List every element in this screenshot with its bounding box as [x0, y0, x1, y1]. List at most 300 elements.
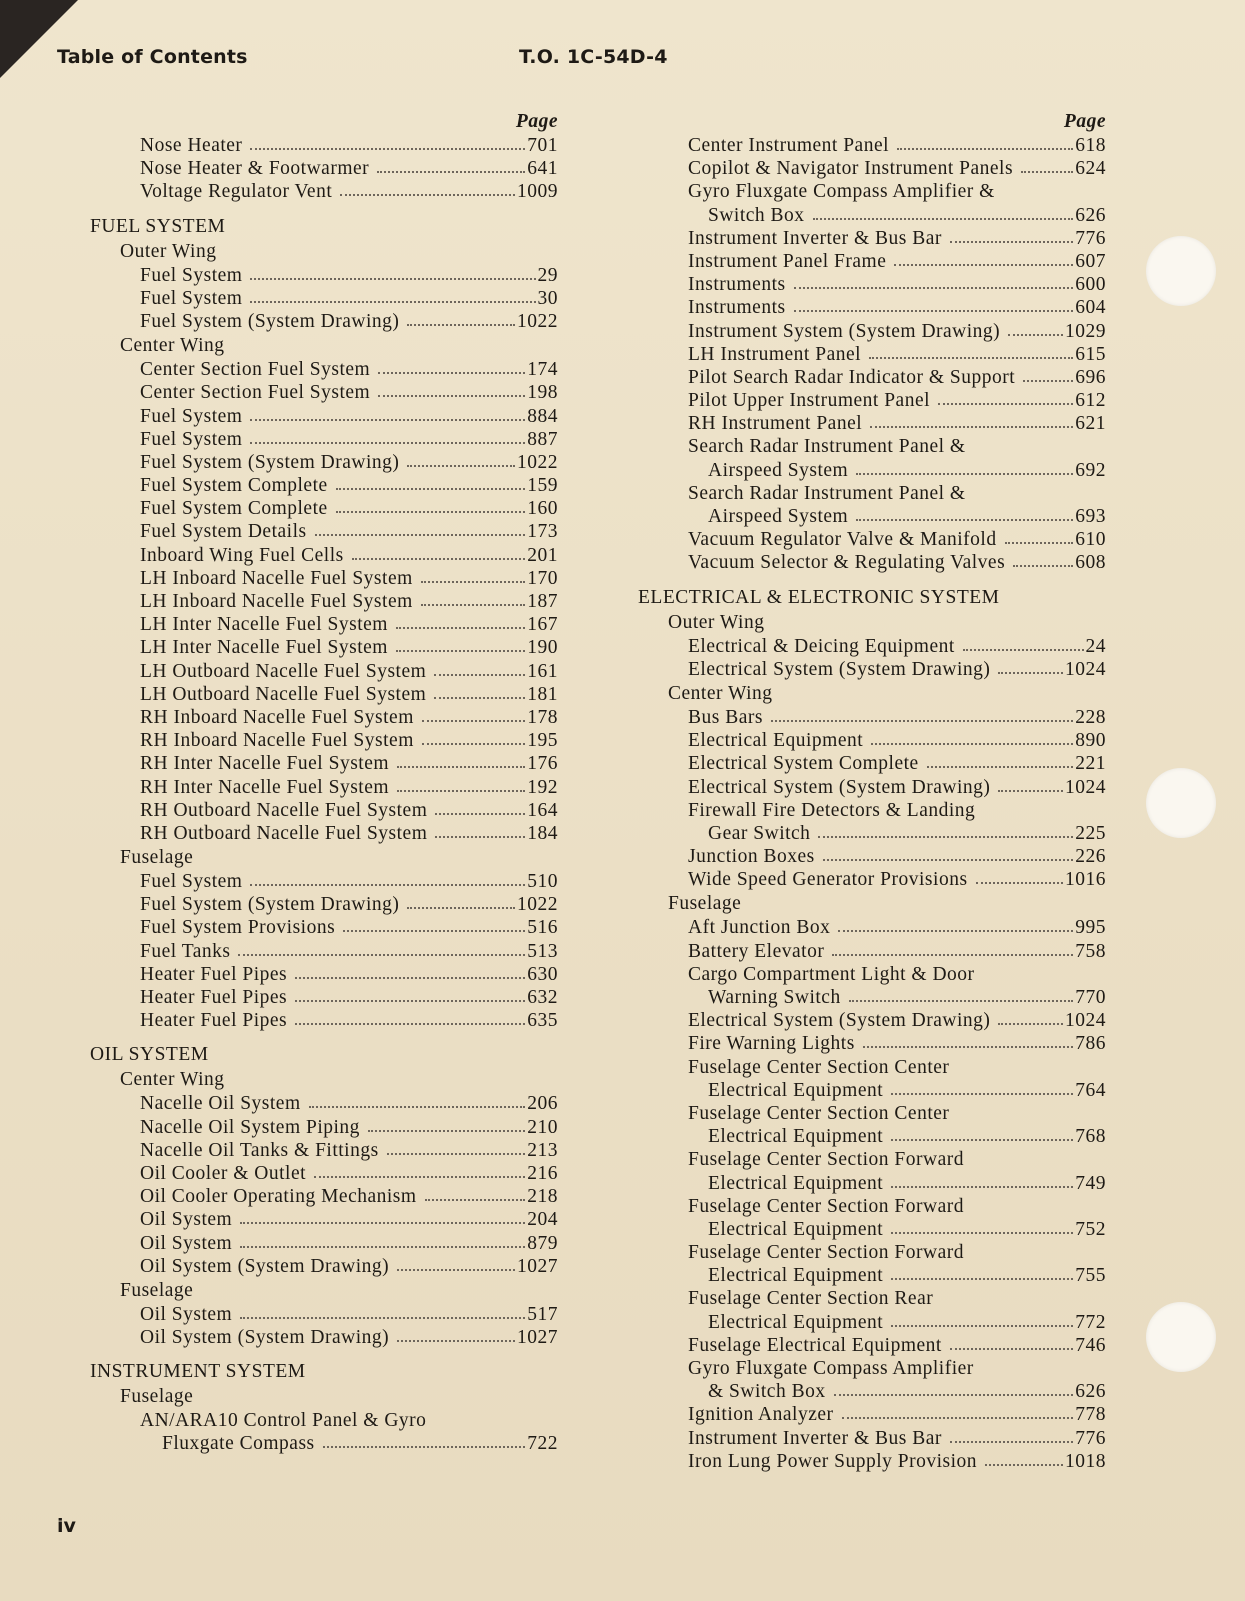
toc-page-number: 164 [527, 799, 558, 821]
toc-page-number: 176 [527, 753, 558, 775]
toc-entry-title: Gyro Fluxgate Compass Amplifier [688, 1358, 974, 1379]
leader-dots [323, 1440, 526, 1448]
toc-entry-title: RH Instrument Panel [688, 413, 863, 435]
toc-page-number: 879 [527, 1232, 558, 1254]
toc-entry [90, 963, 558, 986]
toc-page-number: 167 [527, 614, 558, 636]
binder-hole [1146, 236, 1216, 306]
binder-hole [1146, 1302, 1216, 1372]
toc-entry-title-continued: Warning Switch [708, 987, 841, 1008]
toc-entry [638, 250, 1106, 273]
toc-entry [638, 1334, 1106, 1357]
toc-entry-title: Fuel System [140, 428, 243, 450]
toc-entry-title: Heater Fuel Pipes [140, 963, 288, 985]
toc-entry [638, 320, 1106, 343]
toc-page-number: 206 [527, 1093, 558, 1115]
leader-dots [397, 1334, 515, 1342]
leader-dots [998, 1017, 1063, 1025]
leader-dots [425, 1193, 526, 1201]
toc-entry [90, 497, 558, 520]
toc-page-number: 198 [527, 382, 558, 404]
leader-dots [891, 1272, 1073, 1280]
toc-page-number: 1016 [1065, 869, 1106, 891]
toc-entry-line [638, 435, 1106, 458]
right-toc-column [638, 110, 1106, 1473]
toc-entry-title: Fuel System (System Drawing) [140, 451, 400, 473]
toc-page-number: 161 [527, 660, 558, 682]
toc-page-number: 630 [527, 963, 558, 985]
toc-entry-line [638, 1056, 1106, 1079]
leader-dots [813, 212, 1074, 220]
toc-entry [638, 1450, 1106, 1473]
leader-dots [834, 1388, 1074, 1396]
toc-entry [90, 180, 558, 203]
leader-dots [998, 784, 1063, 792]
toc-entry [638, 204, 1106, 227]
toc-page-number: 604 [1075, 297, 1106, 319]
toc-page-number: 160 [527, 498, 558, 520]
toc-entry-title-continued: Electrical Equipment [708, 1218, 884, 1240]
leader-dots [422, 714, 525, 722]
toc-entry-line [90, 1409, 558, 1432]
toc-page-number: 626 [1075, 1381, 1106, 1403]
toc-entry-title: Electrical System Complete [688, 753, 919, 775]
toc-entry-title: Fuselage Center Section Forward [688, 1242, 964, 1264]
toc-page-number: 1029 [1065, 320, 1106, 342]
subheading-outer-wing: Outer Wing [668, 611, 765, 633]
toc-entry [638, 635, 1106, 658]
toc-page-number: 517 [527, 1303, 558, 1325]
leader-dots [250, 295, 535, 303]
toc-entry-title: Fuel System (System Drawing) [140, 894, 400, 916]
toc-entry [90, 358, 558, 381]
toc-entry-title: Fire Warning Lights [688, 1033, 855, 1055]
toc-entry-title-continued: Airspeed System [708, 459, 849, 481]
toc-entry-title: Fuel System Details [140, 521, 307, 543]
leader-dots [838, 924, 1073, 932]
toc-entry-title: Electrical System (System Drawing) [688, 1010, 991, 1032]
subheading-fuselage: Fuselage [120, 847, 194, 869]
toc-entry [638, 658, 1106, 681]
toc-entry-title: Instrument Panel Frame [688, 250, 887, 272]
toc-entry-title: Fuel Tanks [140, 940, 231, 962]
toc-page-number: 1024 [1065, 776, 1106, 798]
toc-entry-title: AN/ARA10 Control Panel & Gyro [140, 1410, 427, 1432]
toc-entry [90, 451, 558, 474]
toc-page-number: 225 [1075, 822, 1106, 844]
toc-entry [90, 1162, 558, 1185]
toc-page-number: 1018 [1065, 1450, 1106, 1472]
toc-entry-title-continued: Electrical Equipment [708, 1311, 884, 1333]
toc-page-number: 187 [527, 591, 558, 612]
toc-page-number: 615 [1075, 343, 1106, 365]
toc-entry [638, 459, 1106, 482]
toc-entry [90, 660, 558, 683]
toc-page-number: 632 [527, 987, 558, 1008]
toc-page-number: 696 [1075, 366, 1106, 388]
toc-entry-title: Fuselage Center Section Forward [688, 1195, 964, 1217]
leader-dots [998, 666, 1063, 674]
toc-entry-title: Oil System [140, 1209, 233, 1231]
toc-page-number: 772 [1075, 1311, 1106, 1333]
leader-dots [250, 142, 525, 150]
toc-entry [90, 1116, 558, 1139]
leader-dots [250, 272, 535, 280]
leader-dots [378, 366, 525, 374]
toc-entry [638, 366, 1106, 389]
toc-entry-title: Fuselage Electrical Equipment [688, 1334, 942, 1356]
toc-page-number: 621 [1075, 413, 1106, 435]
toc-entry-title-continued: Electrical Equipment [708, 1079, 884, 1101]
leader-dots [240, 1240, 525, 1248]
leader-dots [927, 760, 1074, 768]
toc-page-number: 228 [1075, 706, 1106, 728]
toc-page-number: 612 [1075, 390, 1106, 412]
toc-entry [638, 1264, 1106, 1287]
toc-entry-title: RH Inter Nacelle Fuel System [140, 776, 390, 798]
leader-dots [340, 188, 515, 196]
toc-entry [90, 799, 558, 822]
toc-entry-title: Electrical System (System Drawing) [688, 776, 991, 798]
toc-entry [90, 729, 558, 752]
toc-page-number: 181 [527, 683, 558, 705]
leader-dots [1013, 559, 1073, 567]
toc-entry-title: Fuselage Center Section Center [688, 1102, 950, 1124]
subheading-fuselage: Fuselage [668, 893, 742, 915]
toc-entry-title: Fuselage Center Section Rear [688, 1288, 934, 1310]
toc-entry [90, 893, 558, 916]
toc-entry-title: Heater Fuel Pipes [140, 987, 288, 1008]
toc-entry-title: Search Radar Instrument Panel & [688, 436, 966, 458]
leader-dots [250, 413, 525, 421]
toc-entry-title: Center Instrument Panel [688, 135, 890, 156]
leader-dots [336, 505, 526, 513]
toc-page-number: 995 [1075, 917, 1106, 939]
toc-entry-title-continued: Electrical Equipment [708, 1126, 884, 1148]
toc-entry [90, 567, 558, 590]
toc-page-number: 173 [527, 521, 558, 543]
toc-entry-title: Aft Junction Box [688, 917, 831, 939]
toc-entry [638, 752, 1106, 775]
leader-dots [950, 1435, 1073, 1443]
toc-entry-title: LH Instrument Panel [688, 343, 862, 365]
leader-dots [856, 513, 1073, 521]
document-number: T.O. 1C-54D-4 [519, 46, 668, 68]
toc-entry [638, 227, 1106, 250]
toc-entry-title-continued: Switch Box [708, 204, 805, 226]
toc-page-number: 776 [1075, 227, 1106, 249]
toc-entry [90, 916, 558, 939]
toc-entry [638, 1032, 1106, 1055]
toc-entry-title: Oil System (System Drawing) [140, 1327, 390, 1349]
toc-entry-title: Electrical System (System Drawing) [688, 658, 991, 680]
leader-dots [856, 467, 1073, 475]
leader-dots [240, 1216, 525, 1224]
leader-dots [818, 830, 1073, 838]
toc-page-number: 1022 [517, 451, 558, 473]
leader-dots [950, 235, 1073, 243]
toc-entry [90, 157, 558, 180]
section-heading-electrical-system: ELECTRICAL & ELECTRONIC SYSTEM [638, 586, 1000, 608]
toc-page-number: 610 [1075, 529, 1106, 551]
leader-dots [295, 994, 525, 1002]
toc-entry-title: Fuel System [140, 405, 243, 427]
toc-entry [90, 134, 558, 157]
toc-page-number: 159 [527, 475, 558, 497]
toc-entry [638, 916, 1106, 939]
toc-entry-title: Nacelle Oil System [140, 1093, 301, 1115]
toc-entry-title: Heater Fuel Pipes [140, 1010, 288, 1032]
toc-page-number: 1024 [1065, 1010, 1106, 1032]
leader-dots [250, 436, 525, 444]
toc-page-number: 778 [1075, 1404, 1106, 1426]
toc-entry-line [638, 1241, 1106, 1264]
toc-entry-title: Instruments [688, 274, 786, 296]
toc-entry [90, 683, 558, 706]
toc-entry [90, 613, 558, 636]
toc-page-number: 218 [527, 1186, 558, 1208]
toc-entry-line [638, 482, 1106, 505]
toc-page-number: 641 [527, 158, 558, 180]
leader-dots [871, 737, 1073, 745]
toc-entry [90, 752, 558, 775]
leader-dots [295, 971, 525, 979]
toc-entry [638, 1079, 1106, 1102]
toc-entry-title: Junction Boxes [688, 846, 815, 868]
toc-page-number: 190 [527, 637, 558, 659]
toc-entry-title: Vacuum Regulator Valve & Manifold [688, 529, 997, 551]
toc-entry [638, 822, 1106, 845]
leader-dots [421, 598, 525, 606]
toc-page-number: 516 [527, 917, 558, 939]
toc-entry-title: Inboard Wing Fuel Cells [140, 544, 344, 566]
toc-page-number: 776 [1075, 1427, 1106, 1449]
toc-page-number: 216 [527, 1162, 558, 1184]
toc-entry-title: Iron Lung Power Supply Provision [688, 1450, 977, 1472]
toc-entry [90, 428, 558, 451]
toc-entry-title: Cargo Compartment Light & Door [688, 963, 975, 985]
leader-dots [422, 737, 525, 745]
toc-page-number: 226 [1075, 846, 1106, 868]
toc-entry [90, 264, 558, 287]
toc-entry-title: Instrument System (System Drawing) [688, 320, 1001, 342]
toc-entry [638, 273, 1106, 296]
toc-entry-title: Instrument Inverter & Bus Bar [688, 227, 942, 249]
toc-page-number: 174 [527, 359, 558, 381]
toc-page-number: 626 [1075, 204, 1106, 226]
leader-dots [343, 924, 525, 932]
toc-entry [90, 636, 558, 659]
toc-entry-line [638, 1287, 1106, 1310]
toc-entry [638, 1125, 1106, 1148]
toc-entry-title: Oil System (System Drawing) [140, 1255, 390, 1277]
toc-entry-title: RH Inboard Nacelle Fuel System [140, 706, 414, 728]
toc-entry-title: Oil System [140, 1303, 233, 1325]
toc-entry-title: Bus Bars [688, 706, 763, 728]
toc-entry-title: Fuselage Center Section Center [688, 1056, 950, 1078]
leader-dots [295, 1017, 525, 1025]
leader-dots [397, 760, 525, 768]
toc-entry-line [638, 1102, 1106, 1125]
toc-entry-line [638, 963, 1106, 986]
toc-entry-title-continued: Fluxgate Compass [162, 1433, 315, 1455]
toc-entry [90, 986, 558, 1009]
page-column-label: Page [515, 111, 558, 132]
toc-entry-title: RH Inter Nacelle Fuel System [140, 753, 390, 775]
toc-entry-title: LH Inboard Nacelle Fuel System [140, 591, 413, 612]
leader-dots [352, 552, 526, 560]
toc-entry [90, 1208, 558, 1231]
toc-entry [90, 287, 558, 310]
section-heading-instrument-system: INSTRUMENT SYSTEM [90, 1361, 306, 1383]
leader-dots [396, 644, 525, 652]
left-toc-column [90, 110, 558, 1456]
leader-dots [240, 1311, 525, 1319]
toc-entry-title: Pilot Upper Instrument Panel [688, 390, 931, 412]
toc-page-number: 178 [527, 706, 558, 728]
toc-entry-title: Fuel System Complete [140, 498, 328, 520]
toc-page-number: 1022 [517, 894, 558, 916]
toc-entry-title: Fuel System [140, 871, 243, 893]
toc-page-number: 764 [1075, 1079, 1106, 1101]
leader-dots [794, 304, 1074, 312]
toc-entry [638, 1403, 1106, 1426]
toc-entry [90, 1232, 558, 1255]
toc-entry [638, 1172, 1106, 1195]
toc-page-number: 608 [1075, 552, 1106, 574]
toc-page-number: 1024 [1065, 658, 1106, 680]
leader-dots [976, 876, 1063, 884]
leader-dots [863, 1040, 1073, 1048]
leader-dots [407, 459, 515, 467]
leader-dots [1023, 374, 1073, 382]
toc-entry [90, 1139, 558, 1162]
toc-entry-title: Nacelle Oil Tanks & Fittings [140, 1139, 379, 1161]
toc-entry-title: Nose Heater & Footwarmer [140, 158, 370, 180]
toc-entry-title-continued: Gear Switch [708, 822, 811, 844]
leader-dots [314, 1170, 525, 1178]
leader-dots [771, 714, 1073, 722]
toc-page-number: 770 [1075, 987, 1106, 1008]
running-header-title: Table of Contents [57, 46, 248, 68]
subheading-center-wing: Center Wing [668, 682, 773, 704]
toc-page-number: 192 [527, 776, 558, 798]
toc-entry [90, 1092, 558, 1115]
leader-dots [434, 668, 525, 676]
toc-page-number: 752 [1075, 1218, 1106, 1240]
toc-entry-title-continued: Electrical Equipment [708, 1172, 884, 1194]
leader-dots [794, 281, 1074, 289]
toc-page-number: 693 [1075, 506, 1106, 527]
subheading-center-wing: Center Wing [120, 335, 225, 357]
toc-entry-title: RH Outboard Nacelle Fuel System [140, 822, 428, 844]
toc-entry [90, 1432, 558, 1455]
leader-dots [435, 830, 525, 838]
toc-entry-title: Search Radar Instrument Panel & [688, 482, 966, 504]
toc-entry-title: LH Inter Nacelle Fuel System [140, 614, 388, 636]
leader-dots [368, 1124, 525, 1132]
toc-entry [638, 343, 1106, 366]
toc-entry-title: Oil Cooler & Outlet [140, 1162, 307, 1184]
toc-entry [90, 822, 558, 845]
toc-entry-title: LH Inboard Nacelle Fuel System [140, 567, 413, 589]
toc-page-number: 1027 [517, 1327, 558, 1349]
toc-entry [90, 405, 558, 428]
section-heading-oil-system: OIL SYSTEM [90, 1044, 209, 1066]
leader-dots [891, 1133, 1073, 1141]
leader-dots [870, 420, 1073, 428]
leader-dots [407, 318, 515, 326]
toc-entry [638, 845, 1106, 868]
toc-entry [638, 412, 1106, 435]
toc-entry [638, 1009, 1106, 1032]
toc-entry-title-continued: & Switch Box [708, 1381, 826, 1403]
leader-dots [407, 901, 515, 909]
toc-page-number: 722 [527, 1433, 558, 1455]
leader-dots [823, 853, 1074, 861]
toc-page-number: 1027 [517, 1255, 558, 1277]
leader-dots [397, 784, 525, 792]
toc-entry-title: Fuel System Provisions [140, 917, 336, 939]
toc-entry [90, 520, 558, 543]
toc-page-number: 618 [1075, 135, 1106, 156]
toc-entry-title: Pilot Search Radar Indicator & Support [688, 366, 1016, 388]
binder-hole [1146, 768, 1216, 838]
toc-entry-title: Oil Cooler Operating Mechanism [140, 1186, 417, 1208]
toc-entry-title: Fuel System (System Drawing) [140, 310, 400, 332]
toc-entry [638, 551, 1106, 574]
leader-dots [378, 389, 525, 397]
toc-entry [638, 729, 1106, 752]
toc-entry [638, 776, 1106, 799]
leader-dots [891, 1226, 1073, 1234]
leader-dots [891, 1180, 1073, 1188]
leader-dots [1005, 536, 1074, 544]
toc-entry-title: Center Section Fuel System [140, 382, 371, 404]
toc-entry-title: Center Section Fuel System [140, 359, 371, 381]
toc-page-number: 701 [527, 135, 558, 156]
toc-entry [90, 1326, 558, 1349]
toc-entry [638, 1380, 1106, 1403]
toc-page-number: 210 [527, 1116, 558, 1138]
toc-entry [90, 776, 558, 799]
toc-entry-title: Firewall Fire Detectors & Landing [688, 799, 976, 821]
toc-entry-title-continued: Airspeed System [708, 506, 849, 527]
toc-entry [638, 1311, 1106, 1334]
subheading-fuselage: Fuselage [120, 1279, 194, 1301]
toc-page-number: 24 [1085, 635, 1106, 657]
toc-page-number: 184 [527, 822, 558, 844]
toc-entry [638, 157, 1106, 180]
section-heading-fuel-system: FUEL SYSTEM [90, 215, 226, 237]
toc-entry-title: Vacuum Selector & Regulating Valves [688, 552, 1006, 574]
toc-entry-line [638, 1148, 1106, 1171]
toc-entry-title: Electrical Equipment [688, 730, 864, 752]
leader-dots [397, 1263, 515, 1271]
toc-entry [90, 706, 558, 729]
toc-entry-title: Wide Speed Generator Provisions [688, 869, 968, 891]
toc-entry [90, 870, 558, 893]
leader-dots [894, 258, 1073, 266]
toc-entry [638, 1218, 1106, 1241]
toc-page-number: 170 [527, 567, 558, 589]
toc-entry-title: Ignition Analyzer [688, 1404, 834, 1426]
leader-dots [435, 807, 525, 815]
toc-page-number: 890 [1075, 730, 1106, 752]
toc-entry [638, 706, 1106, 729]
toc-entry-title: Copilot & Navigator Instrument Panels [688, 158, 1014, 180]
subheading-fuselage: Fuselage [120, 1386, 194, 1408]
